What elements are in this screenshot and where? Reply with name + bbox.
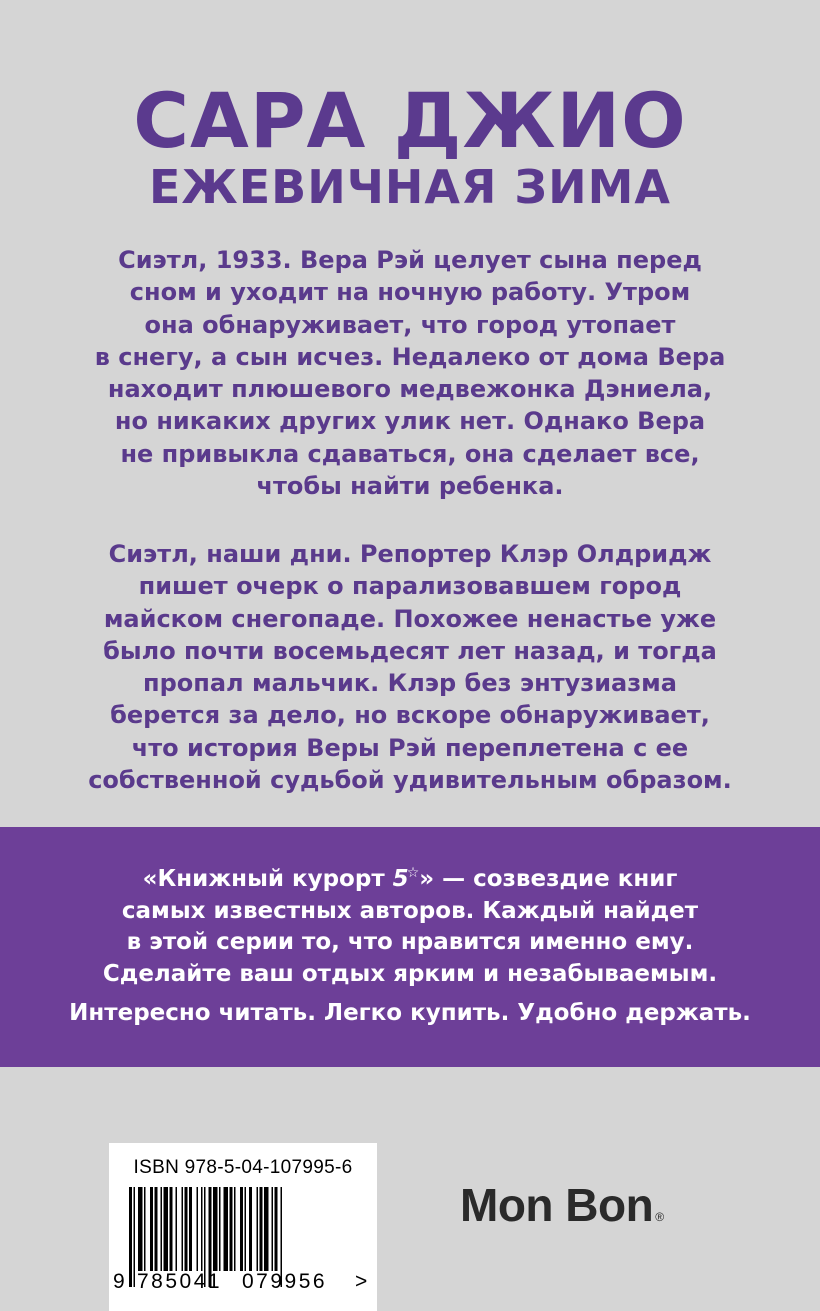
barcode-bar	[260, 1187, 263, 1271]
synopsis-paragraph-2	[60, 538, 760, 796]
barcode-first-digit: 9	[113, 1270, 125, 1293]
barcode-bar	[150, 1187, 153, 1271]
barcode-bar	[275, 1187, 278, 1271]
synopsis-paragraph-1	[60, 244, 760, 502]
synopsis-line: Сиэтл, 1933. Вера Рэй целует сына перед	[118, 246, 702, 274]
barcode-bar	[176, 1187, 178, 1271]
synopsis-line: сном и уходит на ночную работу. Утром	[129, 278, 691, 307]
barcode-bar	[224, 1187, 229, 1271]
barcode-right-digits: 079956	[242, 1270, 328, 1293]
series-quote-close: » — созвездие книг	[419, 866, 678, 892]
barcode-bar	[245, 1187, 247, 1271]
barcode-left-digits: 785041	[137, 1270, 223, 1293]
isbn-barcode	[109, 1143, 377, 1311]
barcode-bar	[170, 1187, 173, 1271]
synopsis-line: собственной судьбой удивительным образом.	[88, 766, 732, 795]
synopsis-line: было почти восемьдесят лет назад, и тогда	[103, 636, 717, 665]
publisher-logo	[460, 1178, 664, 1232]
barcode-bar	[189, 1187, 192, 1271]
barcode-bar	[197, 1187, 199, 1271]
star-icon: ☆	[406, 865, 420, 881]
synopsis-line: чтобы найти ребенка.	[256, 472, 564, 501]
barcode-bar	[264, 1187, 269, 1271]
barcode-bar	[185, 1187, 188, 1271]
barcode-bar	[219, 1187, 221, 1271]
series-band	[0, 827, 820, 1067]
synopsis-line: не привыкла сдаваться, она сделает все,	[120, 439, 700, 468]
barcode-bar	[182, 1187, 184, 1271]
barcode-bar	[272, 1187, 274, 1271]
series-line: в этой серии то, что нравится именно ему.	[126, 929, 694, 955]
barcode-end-mark: >	[355, 1270, 368, 1293]
barcode-bar	[249, 1187, 252, 1271]
barcode-bar	[129, 1187, 132, 1287]
series-line: самых известных авторов. Каждый найдет	[121, 897, 699, 924]
series-star-logo	[393, 858, 420, 896]
barcode-bar	[144, 1187, 146, 1271]
synopsis-line: но никаких других улик нет. Однако Вера	[114, 407, 706, 436]
barcode-bar	[201, 1187, 203, 1271]
series-description	[20, 858, 800, 1030]
synopsis-line: берется за дело, но вскоре обнаруживает,	[110, 701, 710, 730]
barcode-bar	[134, 1187, 136, 1287]
barcode-bar	[240, 1187, 243, 1271]
barcode-bar	[164, 1187, 169, 1271]
synopsis-line: что история Веры Рэй переплетена с ее	[131, 733, 689, 762]
barcode-bar	[161, 1187, 163, 1271]
synopsis-line: в снегу, а сын исчез. Недалеко от дома Вера	[94, 342, 726, 371]
author-name: САРА ДЖИО	[133, 76, 687, 165]
barcode-bar	[213, 1187, 218, 1271]
synopsis-line: пропал мальчик. Клэр без энтузиазма	[143, 669, 677, 698]
synopsis-line: находит плюшевого медвежонка Дэниела,	[107, 375, 713, 404]
publisher-name: Mon Bon	[460, 1179, 654, 1231]
book-title: ЕЖЕВИЧНАЯ ЗИМА	[149, 160, 671, 214]
barcode-bar	[230, 1187, 233, 1271]
barcode-bar	[234, 1187, 236, 1271]
synopsis-line: пишет очерк о парализовавшем город	[138, 572, 682, 601]
barcode-bar	[138, 1187, 143, 1271]
series-line: Сделайте ваш отдых ярким и незабываемым.	[102, 960, 718, 987]
series-number: 5	[392, 866, 409, 892]
synopsis-line: она обнаруживает, что город утопает	[144, 310, 676, 339]
series-quote-open: «Книжный курорт	[142, 866, 393, 892]
synopsis-line: Сиэтл, наши дни. Репортер Клэр Олдридж	[108, 540, 712, 568]
series-slogan: Интересно читать. Легко купить. Удобно держать.	[69, 1000, 751, 1026]
barcode-bar	[155, 1187, 158, 1271]
registered-mark: ®	[655, 1210, 664, 1224]
isbn-number: ISBN 978-5-04-107995-6	[133, 1157, 353, 1178]
barcode-bar	[257, 1187, 259, 1271]
synopsis-line: майском снегопаде. Похожее ненастье уже	[103, 604, 717, 633]
series-line	[20, 858, 800, 896]
